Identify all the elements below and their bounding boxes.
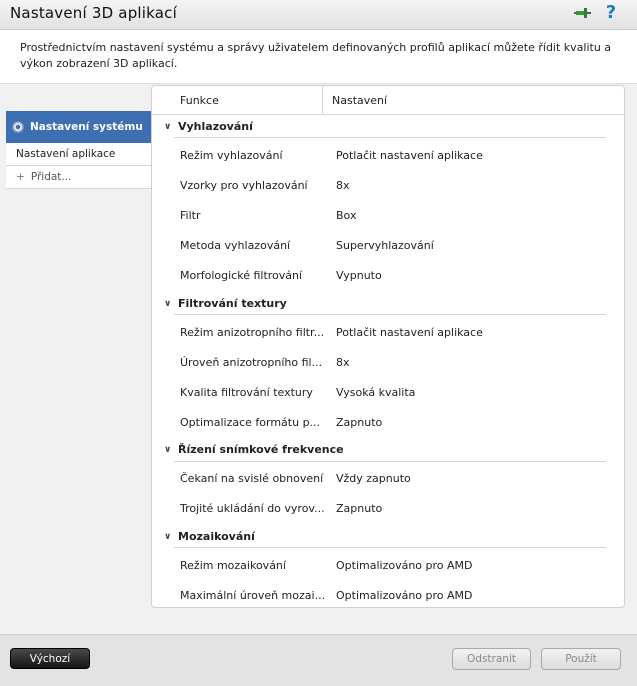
section-divider	[174, 137, 606, 138]
discard-button[interactable]: Odstranit	[452, 648, 531, 670]
page-description: Prostřednictvím nastavení systému a správy uživatelem definovaných profilů aplikací můžete řídit kvalitu a výkon zobrazení 3D aplikací.	[20, 41, 612, 70]
section-header[interactable]	[164, 443, 344, 456]
row-value[interactable]: Vždy zapnuto	[336, 472, 411, 485]
section-divider	[174, 461, 606, 462]
table-row[interactable]	[180, 239, 620, 257]
table-row[interactable]	[180, 269, 620, 287]
row-label: Trojité ukládání do vyrov...	[180, 502, 325, 515]
sidebar-item-label: Nastavení aplikace	[16, 148, 116, 160]
table-row[interactable]	[180, 386, 620, 404]
row-value[interactable]: Vysoká kvalita	[336, 386, 416, 399]
section-header[interactable]	[164, 120, 253, 133]
table-row[interactable]	[180, 472, 620, 490]
sidebar-item-add[interactable]	[6, 166, 151, 189]
section-header[interactable]	[164, 530, 255, 543]
row-value[interactable]: Zapnuto	[336, 416, 383, 429]
section-divider	[174, 547, 606, 548]
row-value[interactable]: Potlačit nastavení aplikace	[336, 149, 483, 162]
chevron-down-icon: ∨	[164, 532, 172, 542]
section-divider	[174, 314, 606, 315]
table-row[interactable]	[180, 559, 620, 577]
row-value[interactable]: Supervyhlazování	[336, 239, 434, 252]
row-label: Filtr	[180, 209, 201, 222]
row-label: Optimalizace formátu p...	[180, 416, 321, 429]
table-row[interactable]	[180, 179, 620, 197]
row-label: Vzorky pro vyhlazování	[180, 179, 308, 192]
chevron-down-icon: ∨	[164, 445, 172, 455]
row-value[interactable]: Potlačit nastavení aplikace	[336, 326, 483, 339]
chevron-down-icon: ∨	[164, 299, 172, 309]
row-label: Metoda vyhlazování	[180, 239, 291, 252]
row-label: Kvalita filtrování textury	[180, 386, 313, 399]
sidebar-item-application-settings[interactable]	[6, 143, 151, 166]
section-title: Filtrování textury	[178, 297, 287, 310]
section-title: Řízení snímkové frekvence	[178, 443, 344, 456]
row-label: Maximální úroveň mozai...	[180, 589, 326, 602]
row-label: Úroveň anizotropního fil...	[180, 356, 323, 369]
column-header-setting[interactable]: Nastavení	[332, 94, 388, 107]
apply-button[interactable]: Použít	[541, 648, 621, 670]
sidebar-item-label: Nastavení systému	[30, 121, 143, 133]
row-value[interactable]: Box	[336, 209, 357, 222]
column-header	[152, 86, 624, 115]
section-header[interactable]	[164, 297, 287, 310]
row-value[interactable]: Vypnuto	[336, 269, 382, 282]
window-title: Nastavení 3D aplikací	[10, 4, 177, 22]
title-bar	[0, 0, 637, 30]
default-button[interactable]: Výchozí	[10, 648, 90, 669]
table-row[interactable]	[180, 589, 620, 607]
help-icon[interactable]: ?	[605, 2, 617, 23]
row-value[interactable]: 8x	[336, 356, 350, 369]
row-label: Režim mozaikování	[180, 559, 286, 572]
column-separator[interactable]	[322, 86, 323, 114]
settings-panel	[151, 85, 625, 608]
row-value[interactable]: Optimalizováno pro AMD	[336, 589, 473, 602]
table-row[interactable]	[180, 209, 620, 227]
row-value[interactable]: Optimalizováno pro AMD	[336, 559, 473, 572]
section-title: Mozaikování	[178, 530, 255, 543]
row-label: Čekaní na svislé obnovení	[180, 472, 324, 485]
row-label: Režim anizotropního filtr...	[180, 326, 325, 339]
chevron-down-icon: ∨	[164, 122, 172, 132]
table-row[interactable]	[180, 416, 620, 434]
row-value[interactable]: 8x	[336, 179, 350, 192]
row-label: Režim vyhlazování	[180, 149, 283, 162]
gear-icon	[11, 120, 25, 134]
sidebar	[6, 111, 151, 189]
table-row[interactable]	[180, 502, 620, 520]
plus-icon: +	[16, 171, 25, 183]
footer-bar	[0, 634, 637, 686]
table-row[interactable]	[180, 326, 620, 344]
section-title: Vyhlazování	[178, 120, 253, 133]
table-row[interactable]	[180, 149, 620, 167]
row-value[interactable]: Zapnuto	[336, 502, 383, 515]
column-header-feature[interactable]: Funkce	[180, 94, 219, 107]
pin-icon[interactable]	[573, 5, 593, 25]
row-label: Morfologické filtrování	[180, 269, 303, 282]
table-row[interactable]	[180, 356, 620, 374]
sidebar-item-label: Přidat...	[30, 171, 72, 183]
sidebar-item-system-settings[interactable]	[6, 111, 151, 143]
